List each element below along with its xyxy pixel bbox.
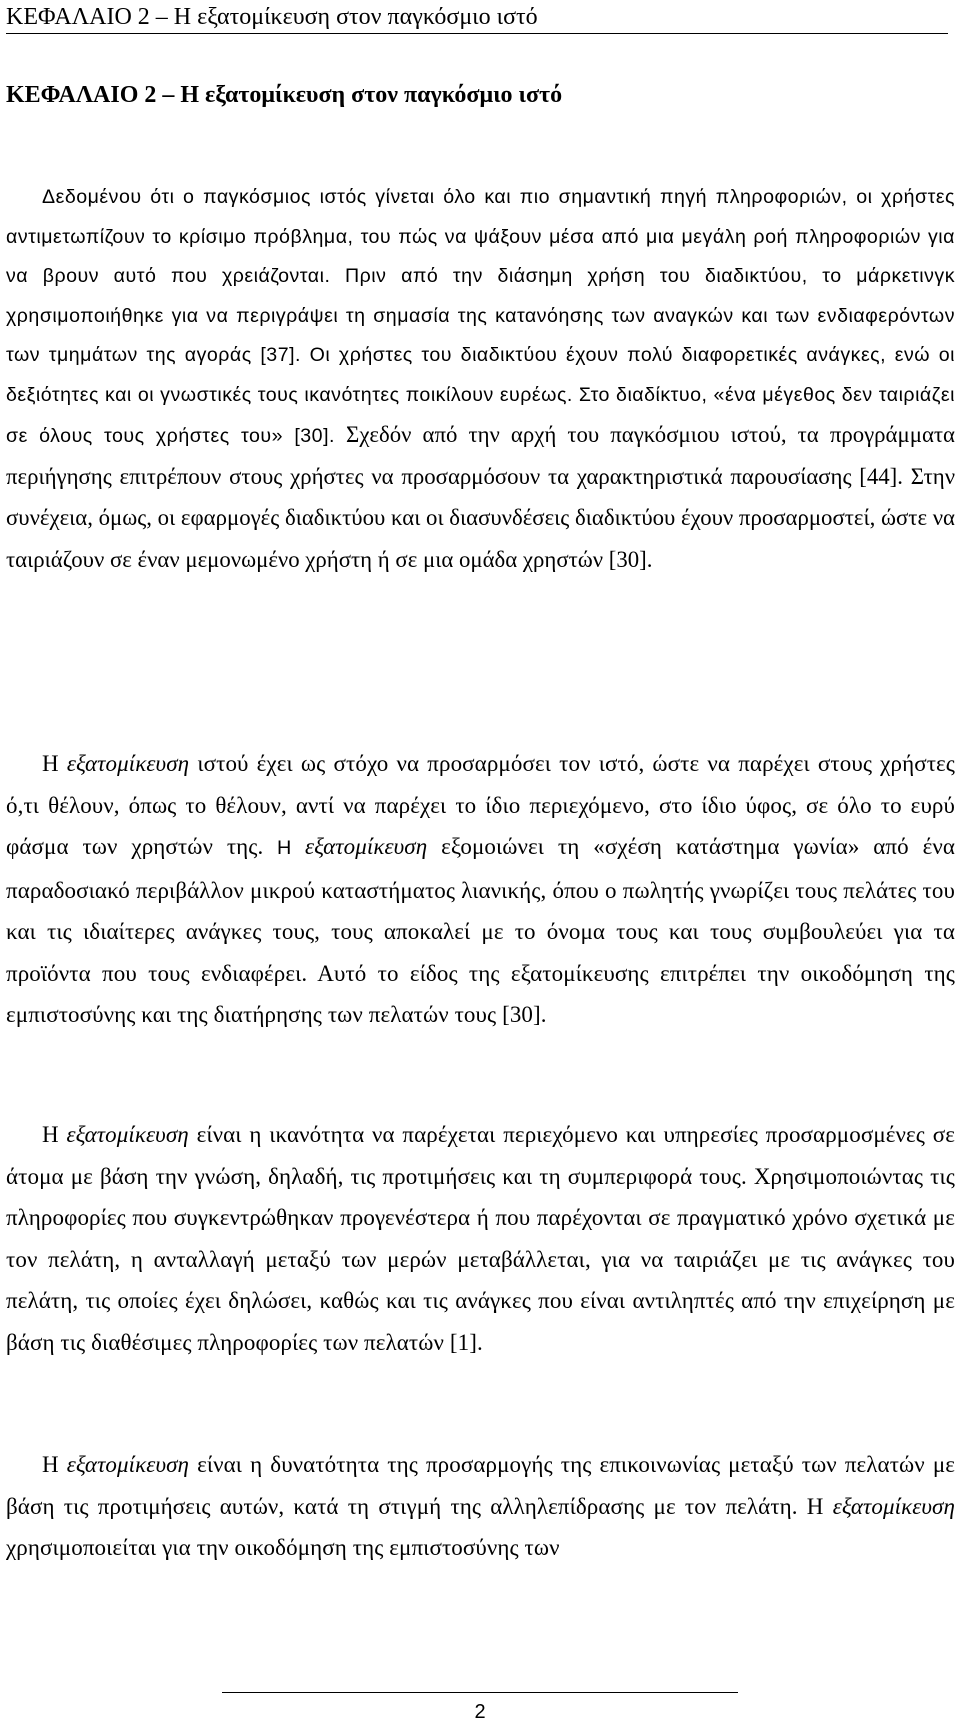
paragraph-1-tail: Σχεδόν από την αρχή του παγκόσμιου ιστού, τα προγράμματα περιήγησης επιτρέπουν στους χρήστες να προσαρμόσουν τα χαρακτηριστικά παρουσίασης [44]. Στην συνέχεια, όμως, οι εφαρμογές διαδικτύου και οι διασυνδέσεις διαδικτύου έχουν προσαρμοστεί, ώστε να ταιριάζουν σε έναν μεμονωμένο χρήστη ή σε μια ομάδα χρηστών [30]. — [6, 422, 955, 572]
paragraph-2-text-b: ιστού έχει ως στόχο να προσαρμόσει τον ιστό, ώστε να παρέχει στους χρήστες ό,τι θέλουν, όπως το θέλουν, αντί να παρέχει το ίδιο περιεχόμενο, στο ίδιο ύφος, σε όλο το ευρύ φάσμα των χρηστών της. — [6, 751, 956, 859]
paragraph-2-text-e: Αυτό το είδος της εξατομίκευσης επιτρέπει την οικοδόμηση της εμπιστοσύνης και της διατήρησης των πελατών τους [30]. — [6, 960, 956, 1027]
emphasis-term: εξατομίκευση — [66, 1452, 190, 1477]
running-header: ΚΕΦΑΛΑΙΟ 2 – Η εξατομίκευση στον παγκόσμιο ιστό — [6, 2, 948, 34]
paragraph-2-text-c: Η — [263, 837, 305, 859]
emphasis-term: εξατομίκευση — [66, 751, 190, 776]
paragraph-4-text-b: είναι η δυνατότητα της προσαρμογής της επικοινωνίας μεταξύ των πελατών με βάση τις προτιμήσεις αυτών, κατά τη στιγμή της αλληλεπίδρασης με τον πελάτη. Η — [6, 1452, 956, 1519]
paragraph-2-text-d: εξομοιώνει τη «σχέση κατάστημα γωνία» από ένα παραδοσιακό περιβάλλον μικρού καταστήματος λιανικής, όπου ο πωλητής γνωρίζει τους πελάτες του και τις ιδιαίτερες ανάγκες τους, τους αποκαλεί με το όνομα τους και τους συμβουλεύει για τα προϊόντα που τους ενδιαφέρει. — [6, 834, 956, 986]
paragraph-2 — [6, 743, 955, 1036]
paragraph-3 — [6, 1114, 955, 1363]
paragraph-4-lead: Η — [42, 1452, 67, 1477]
emphasis-term: εξατομίκευση — [66, 1122, 189, 1147]
emphasis-term: εξατομίκευση — [832, 1493, 955, 1519]
paragraph-4-text-c: χρησιμοποιείται για την οικοδόμηση της εμπιστοσύνης των — [6, 1535, 560, 1560]
paragraph-1 — [6, 178, 955, 581]
paragraph-2-lead: Η — [42, 751, 67, 776]
paragraph-3-text: είναι η ικανότητα να παρέχεται περιεχόμενο και υπηρεσίες προσαρμοσμένες σε άτομα με βάση την γνώση, δηλαδή, τις προτιμήσεις και τη συμπεριφορά τους. Χρησιμοποιώντας τις πληροφορίες που συγκεντρώθηκαν προγενέστερα ή που παρέχονται σε πραγματικό χρόνο σχετικά με τον πελάτη, η ανταλλαγή μεταξύ των μερών μεταβάλλεται, για να ταιριάζει με τις ανάγκες του πελάτη, τις οποίες έχει δηλώσει, καθώς και τις ανάγκες που είναι αντιληπτές από την επιχείρηση με βάση τις διαθέσιμες πληροφορίες των πελατών [1]. — [6, 1122, 955, 1355]
paragraph-3-lead: Η — [42, 1122, 67, 1147]
page-number: 2 — [474, 1701, 486, 1723]
footer-rule — [222, 1692, 738, 1693]
paragraph-1-text: Δεδομένου ότι ο παγκόσμιος ιστός γίνεται όλο και πιο σημαντική πηγή πληροφοριών, οι χρήστες αντιμετωπίζουν το κρίσιμο πρόβλημα, του πώς να ψάξουν μέσα από μια μεγάλη ροή πληροφοριών για να βρουν αυτό που χρειάζονται. Πριν από την διάσημη χρήση του διαδικτύου, το μάρκετινγκ χρησιμοποιήθηκε για να περιγράψει τη σημασία της κατανόησης των αναγκών και των ενδιαφερόντων των τμημάτων της αγοράς [37]. Οι χρήστες του διαδικτύου έχουν πολύ διαφορετικές ανάγκες, ενώ οι δεξιότητες και οι γνωστικές τους ικανότητες ποικίλουν ευρέως. Στο διαδίκτυο, «ένα μέγεθος δεν ταιριάζει σε όλους τους χρήστες του» [30]. — [6, 186, 955, 447]
chapter-heading: ΚΕΦΑΛΑΙΟ 2 – Η εξατομίκευση στον παγκόσμιο ιστό — [6, 82, 563, 108]
paragraph-4 — [6, 1444, 955, 1569]
emphasis-term: εξατομίκευση — [304, 834, 428, 859]
